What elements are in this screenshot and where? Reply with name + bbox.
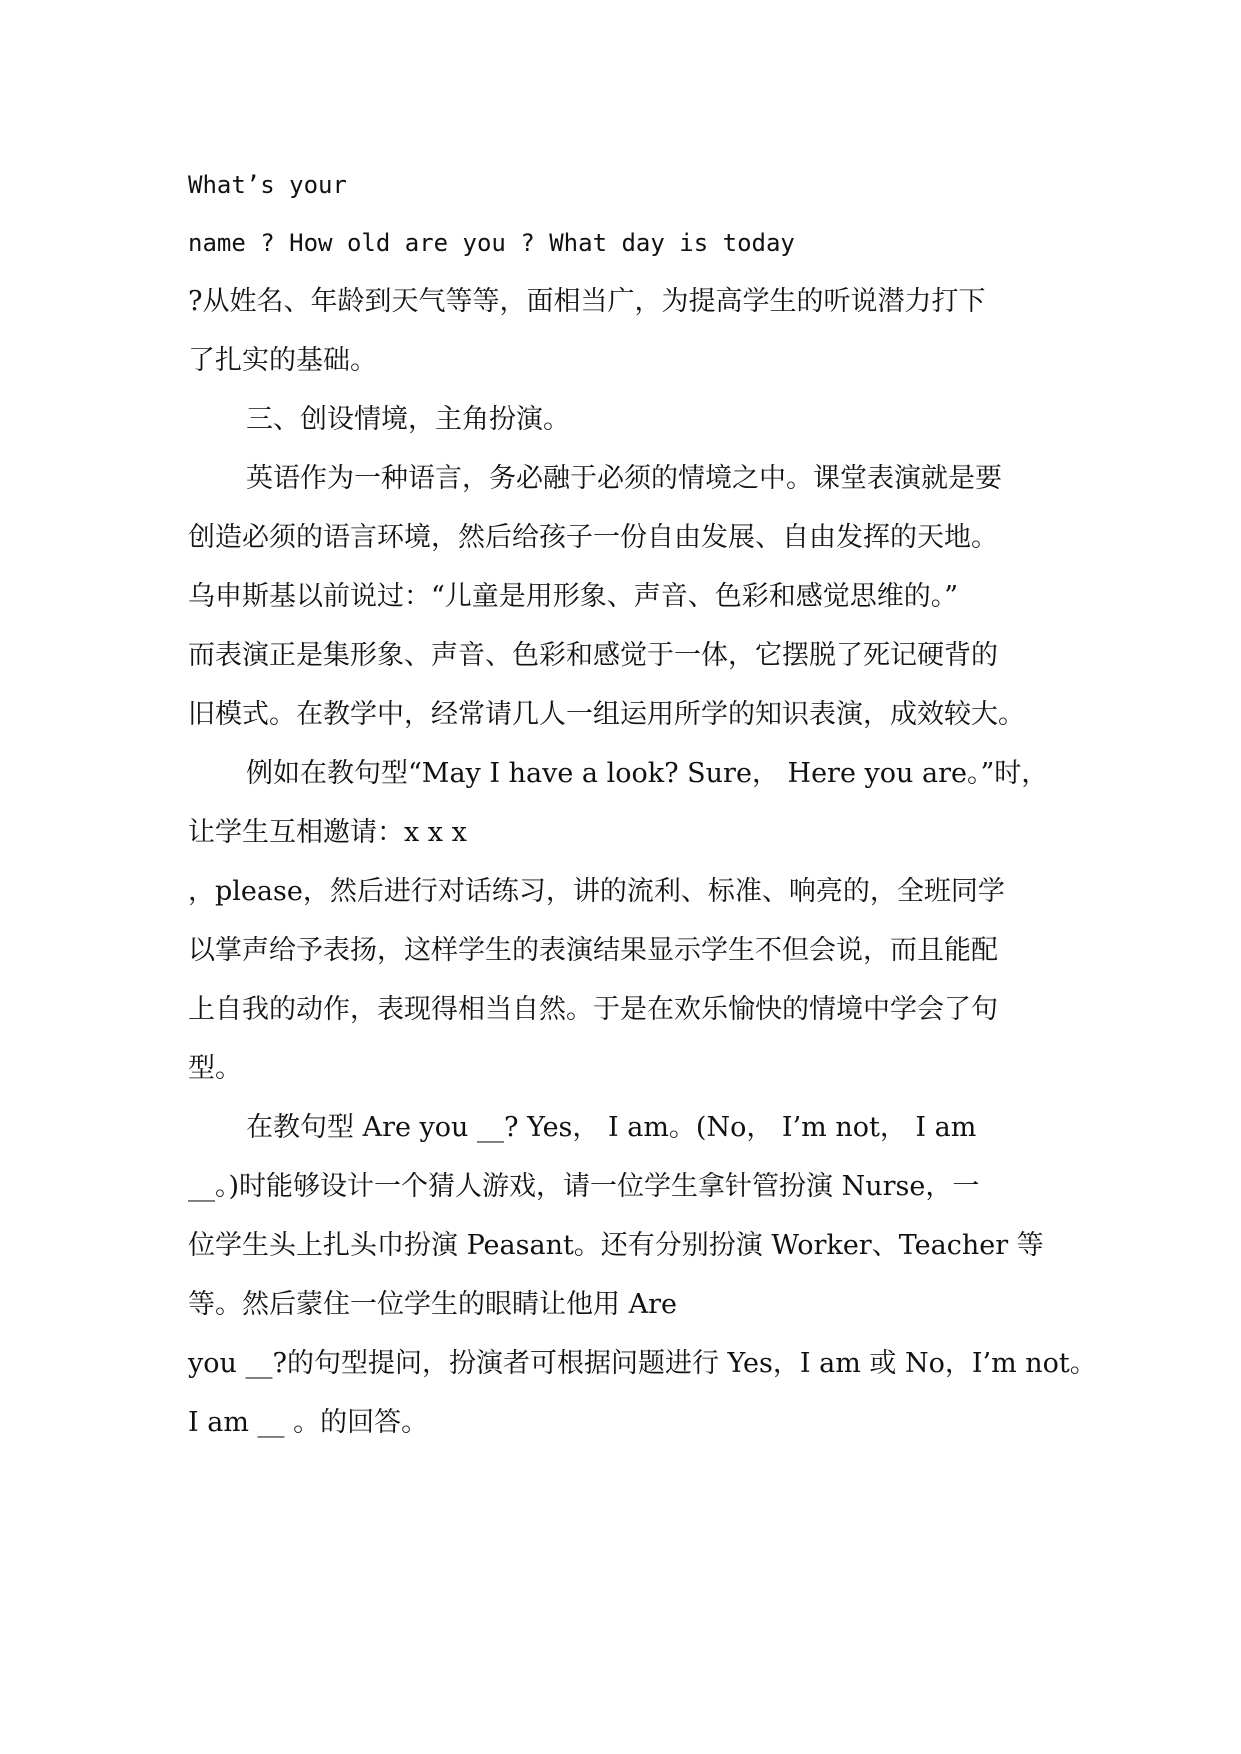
text-line-21: you __?的句型提问，扮演者可根据问题进行 Yes，I am 或 No，I’m not。 <box>188 1348 1097 1379</box>
text-line-8: 乌申斯基以前说过：“儿童是用形象、声音、色彩和感觉思维的。” <box>188 581 959 612</box>
text-line-3: ?从姓名、年龄到天气等等，面相当广，为提高学生的听说潜力打下 <box>188 286 986 317</box>
text-line-12: 让学生互相邀请：x x x <box>188 817 467 848</box>
text-line-11: 例如在教句型“May I have a look? Sure， Here you are。”时， <box>246 758 1049 789</box>
text-line-16: 型。 <box>188 1053 242 1084</box>
text-line-6: 英语作为一种语言，务必融于必须的情境之中。课堂表演就是要 <box>246 463 1002 494</box>
text-line-13: ，please，然后进行对话练习，讲的流利、标准、响亮的，全班同学 <box>188 876 1005 907</box>
text-line-9: 而表演正是集形象、声音、色彩和感觉于一体，它摆脱了死记硬背的 <box>188 640 998 671</box>
text-line-2: name ? How old are you ? What day is today <box>188 229 795 257</box>
text-line-14: 以掌声给予表扬，这样学生的表演结果显示学生不但会说，而且能配 <box>188 935 998 966</box>
text-line-7: 创造必须的语言环境，然后给孩子一份自由发展、自由发挥的天地。 <box>188 522 998 553</box>
text-line-10: 旧模式。在教学中，经常请几人一组运用所学的知识表演，成效较大。 <box>188 699 1025 730</box>
text-line-15: 上自我的动作，表现得相当自然。于是在欢乐愉快的情境中学会了句 <box>188 994 998 1025</box>
text-line-17: 在教句型 Are you __? Yes， I am。(No， I’m not， I am <box>246 1112 977 1143</box>
text-line-18: __。)时能够设计一个猜人游戏，请一位学生拿针管扮演 Nurse，一 <box>188 1171 980 1202</box>
text-line-20: 等。然后蒙住一位学生的眼睛让他用 Are <box>188 1289 677 1320</box>
text-line-19: 位学生头上扎头巾扮演 Peasant。还有分别扮演 Worker、Teacher 等 <box>188 1230 1044 1261</box>
text-line-22: I am __ 。的回答。 <box>188 1407 429 1438</box>
text-line-4: 了扎实的基础。 <box>188 345 377 376</box>
text-line-1: What’s your <box>188 171 347 199</box>
section-heading: 三、创设情境，主角扮演。 <box>246 404 570 435</box>
